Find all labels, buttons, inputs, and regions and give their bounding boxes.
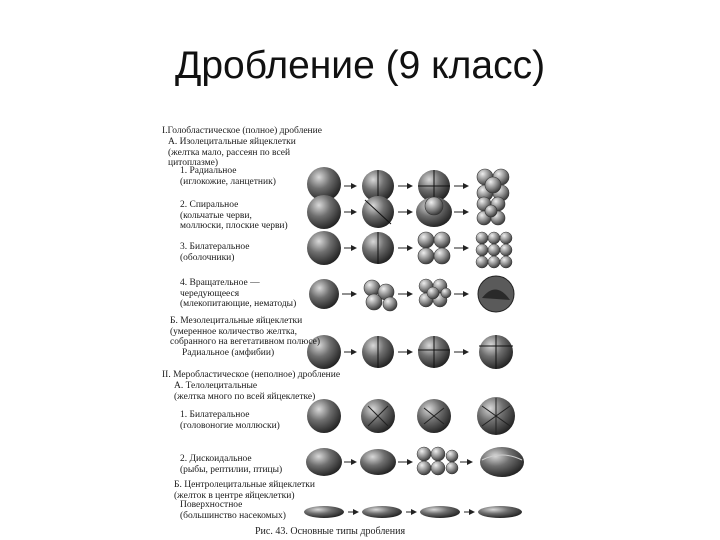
- row-spiral: [307, 195, 505, 229]
- label-section2: II. Меробластическое (неполное) дробление: [162, 370, 341, 380]
- label-section1: I.Голобластическое (полное) дробление: [162, 126, 322, 136]
- figure-caption: Рис. 43. Основные типы дробления: [255, 526, 406, 537]
- row-radial: [307, 167, 509, 202]
- label-group-b: Б. Мезолецитальные яйцеклетки (умеренное количество желтка, собранного на вегетативном полюсе): [170, 316, 321, 347]
- row-rotational: [309, 276, 514, 312]
- label-spiral: 2. Спиральное (кольчатые черви, моллюски, плоские черви): [180, 200, 288, 231]
- label-bilateral: 3. Билатеральное (оболочники): [180, 242, 250, 263]
- row-bilateral: [307, 231, 512, 268]
- label-rotational: 4. Вращательное — чередующееся (млекопитающие, нематоды): [180, 278, 297, 309]
- row-cephalopod: [307, 397, 515, 435]
- label-group-b2: Б. Центролецитальные яйцеклетки (желток в центре яйцеклетки): [174, 480, 316, 501]
- label-group-a: А. Изолецитальные яйцеклетки (желтка мало, рассеян по всей цитоплазме): [168, 137, 296, 168]
- label-cephalopod: 1. Билатеральное (головоногие моллюски): [180, 410, 280, 431]
- label-discoidal: 2. Дискоидальное (рыбы, рептилии, птицы): [180, 454, 283, 475]
- row-superficial: [304, 506, 522, 518]
- row-amphibian: [307, 335, 513, 369]
- cleavage-figure: [160, 120, 560, 540]
- label-radial-amphibian: Радиальное (амфибии): [182, 348, 275, 358]
- label-radial: 1. Радиальное (иглокожие, ланцетник): [180, 166, 276, 187]
- label-group-a2: А. Телолецитальные (желтка много по всей яйцеклетке): [174, 381, 316, 402]
- row-discoidal: [306, 447, 524, 477]
- label-superficial: Поверхностное (большинство насекомых): [180, 500, 286, 521]
- slide-title: Дробление (9 класс): [174, 44, 546, 87]
